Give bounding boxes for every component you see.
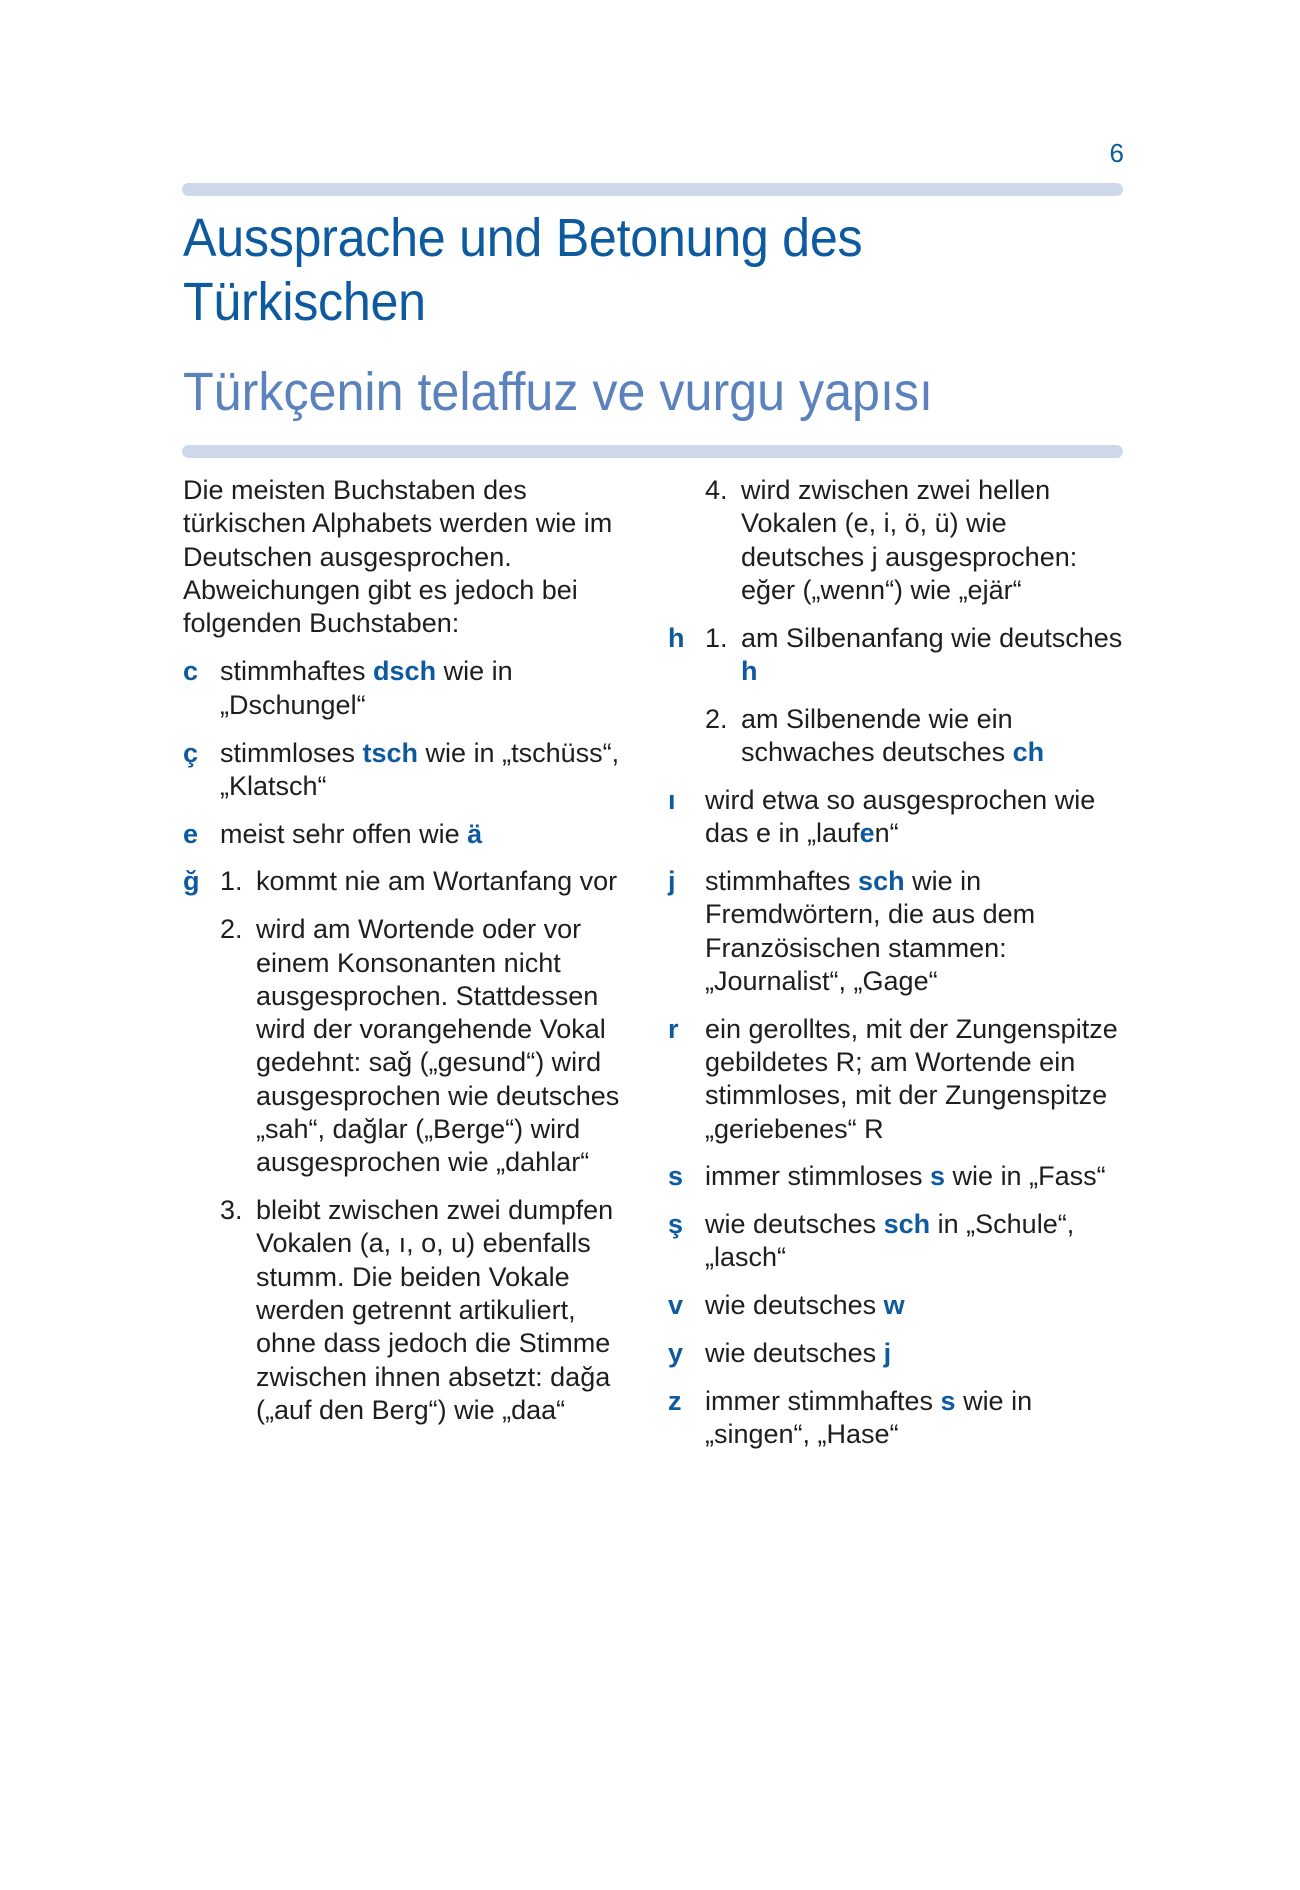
entry-letter: r bbox=[668, 1013, 679, 1044]
entry-sublist bbox=[220, 865, 638, 1427]
sub-item bbox=[220, 865, 638, 898]
sub-number: 1. bbox=[705, 622, 728, 653]
sub-number: 4. bbox=[705, 475, 728, 505]
text-part: stimmhaftes bbox=[220, 656, 374, 687]
highlight: h bbox=[741, 655, 758, 686]
sub-number: 1. bbox=[220, 866, 243, 897]
entry-letter: ş bbox=[668, 1209, 684, 1240]
intro-paragraph: Die meisten Buchstaben des türkischen Alphabets werden wie im Deutschen ausgesprochen. Abweichungen gibt es jedoch bei folgenden Buchstaben: bbox=[183, 475, 613, 639]
text-part: immer stimmhaftes bbox=[705, 1385, 941, 1416]
page-title: Aussprache und Betonung des Türkischen bbox=[183, 208, 863, 332]
text-part: wie deutsches bbox=[705, 1209, 884, 1240]
highlight: sch bbox=[883, 1209, 931, 1240]
entry-text bbox=[220, 818, 638, 851]
text-part: wie in „singen“, „Hase“ bbox=[705, 1385, 1033, 1450]
sub-text: wird am Wortende oder vor einem Konsonanten nicht ausgesprochen. Stattdessen wird der vorangehende Vokal gedehnt: sağ („gesund“) wird ausgesprochen wie deutsches „sah“, dağlar („Berge“) wird ausgesprochen wie „dahlar“ bbox=[256, 914, 620, 1178]
entry-h bbox=[668, 622, 1128, 770]
sub-text: kommt nie am Wortanfang vor bbox=[256, 866, 618, 897]
sub-text bbox=[741, 622, 1128, 689]
entry-text bbox=[705, 865, 1128, 998]
highlight: ä bbox=[467, 818, 483, 849]
sub-number: 3. bbox=[220, 1195, 243, 1226]
entry-sublist bbox=[705, 622, 1128, 770]
entry-v bbox=[668, 1289, 1128, 1322]
sub-item bbox=[220, 913, 638, 1179]
entry-text bbox=[705, 1385, 1128, 1452]
entry-dotless-i bbox=[668, 784, 1128, 851]
entry-text bbox=[705, 1160, 1128, 1193]
highlight: s bbox=[930, 1161, 946, 1192]
text-part: stimmhaftes bbox=[705, 865, 859, 896]
entry-text bbox=[220, 737, 638, 804]
entry-e bbox=[183, 818, 638, 851]
entry-text bbox=[220, 655, 638, 722]
text-part: in „Schule“, „lasch“ bbox=[705, 1209, 1075, 1273]
text-part: wie deutsches bbox=[705, 1338, 884, 1369]
sub-number: 2. bbox=[220, 914, 243, 945]
sub-text: wird zwischen zwei hellen Vokalen (e, i, ö, ü) wie deutsches j ausgesprochen: eğer („wenn“) wie „ejär“ bbox=[741, 475, 1078, 605]
text-part: meist sehr offen wie bbox=[220, 818, 468, 849]
header-rule bbox=[182, 183, 1123, 196]
entry-letter: ğ bbox=[183, 866, 200, 897]
right-column bbox=[668, 474, 1128, 1466]
sub-item bbox=[705, 703, 1128, 770]
sub-item bbox=[705, 622, 1128, 689]
entry-text bbox=[705, 1337, 1128, 1370]
left-column bbox=[183, 474, 638, 1442]
entry-letter: ç bbox=[183, 737, 199, 768]
text-part: wie in „Fass“ bbox=[945, 1161, 1106, 1192]
entry-z bbox=[668, 1385, 1128, 1452]
highlight: tsch bbox=[362, 737, 419, 768]
entry-j bbox=[668, 865, 1128, 998]
highlight: dsch bbox=[373, 656, 437, 687]
highlight: sch bbox=[858, 865, 905, 896]
sub-item bbox=[705, 474, 1128, 607]
entry-sublist bbox=[705, 474, 1128, 607]
entry-c bbox=[183, 655, 638, 722]
entry-letter: h bbox=[668, 622, 685, 653]
text-part: wie in „tschüss“, „Klatsch“ bbox=[220, 737, 620, 801]
entry-y bbox=[668, 1337, 1128, 1370]
entry-text bbox=[705, 1208, 1128, 1275]
text-part: immer stimmloses bbox=[705, 1161, 931, 1192]
entry-letter: v bbox=[668, 1290, 684, 1321]
highlight: w bbox=[883, 1290, 905, 1321]
entry-text: ein gerolltes, mit der Zungenspitze gebildetes R; am Wortende ein stimmloses, mit der Zungenspitze „geriebenes“ R bbox=[705, 1013, 1118, 1144]
highlight: j bbox=[883, 1338, 892, 1369]
text-part: am Silbenende wie ein schwaches deutsches bbox=[741, 703, 1013, 768]
entry-s-cedilla bbox=[668, 1208, 1128, 1275]
sub-text: bleibt zwischen zwei dumpfen Vokalen (a, ı, o, u) ebenfalls stumm. Die beiden Vokale werden getrennt artikuliert, ohne dass jedoch die Stimme zwischen ihnen absetzt: dağa („auf den Berg“) wie „daa“ bbox=[256, 1195, 614, 1425]
entry-g-breve bbox=[183, 865, 638, 1427]
highlight: ch bbox=[1012, 737, 1045, 768]
sub-item bbox=[220, 1194, 638, 1427]
text-part: wie deutsches bbox=[705, 1290, 884, 1321]
page-number: 6 bbox=[1109, 138, 1124, 168]
entry-text bbox=[705, 784, 1128, 851]
entry-text bbox=[705, 1289, 1128, 1322]
text-part: wie in „Dschungel“ bbox=[220, 656, 513, 720]
text-part: n“ bbox=[874, 818, 899, 849]
highlight: s bbox=[940, 1385, 956, 1416]
text-part: stimmloses bbox=[220, 737, 363, 768]
page-subtitle: Türkçenin telaffuz ve vurgu yapısı bbox=[183, 362, 933, 422]
entry-letter: e bbox=[183, 818, 199, 849]
entry-letter: c bbox=[183, 656, 199, 687]
entry-c-cedilla bbox=[183, 737, 638, 804]
sub-number: 2. bbox=[705, 703, 728, 734]
title-rule bbox=[182, 445, 1123, 458]
entry-letter: ı bbox=[668, 784, 676, 815]
entry-r bbox=[668, 1013, 1128, 1146]
entry-s bbox=[668, 1160, 1128, 1193]
entry-letter: j bbox=[668, 865, 676, 896]
text-part: am Silbenanfang wie deutsches bbox=[741, 622, 1123, 653]
text-part: wird etwa so ausgesprochen wie das e in „lauf bbox=[705, 784, 1096, 849]
sub-text bbox=[741, 703, 1128, 770]
entry-letter: z bbox=[668, 1385, 682, 1416]
highlight: e bbox=[859, 818, 875, 849]
entry-g-breve-continued bbox=[668, 474, 1128, 607]
entry-letter: s bbox=[668, 1161, 684, 1192]
entry-letter: y bbox=[668, 1338, 684, 1369]
text-part: wie in Fremdwörtern, die aus dem Französischen stammen: „Journalist“, „Gage“ bbox=[705, 865, 1036, 996]
